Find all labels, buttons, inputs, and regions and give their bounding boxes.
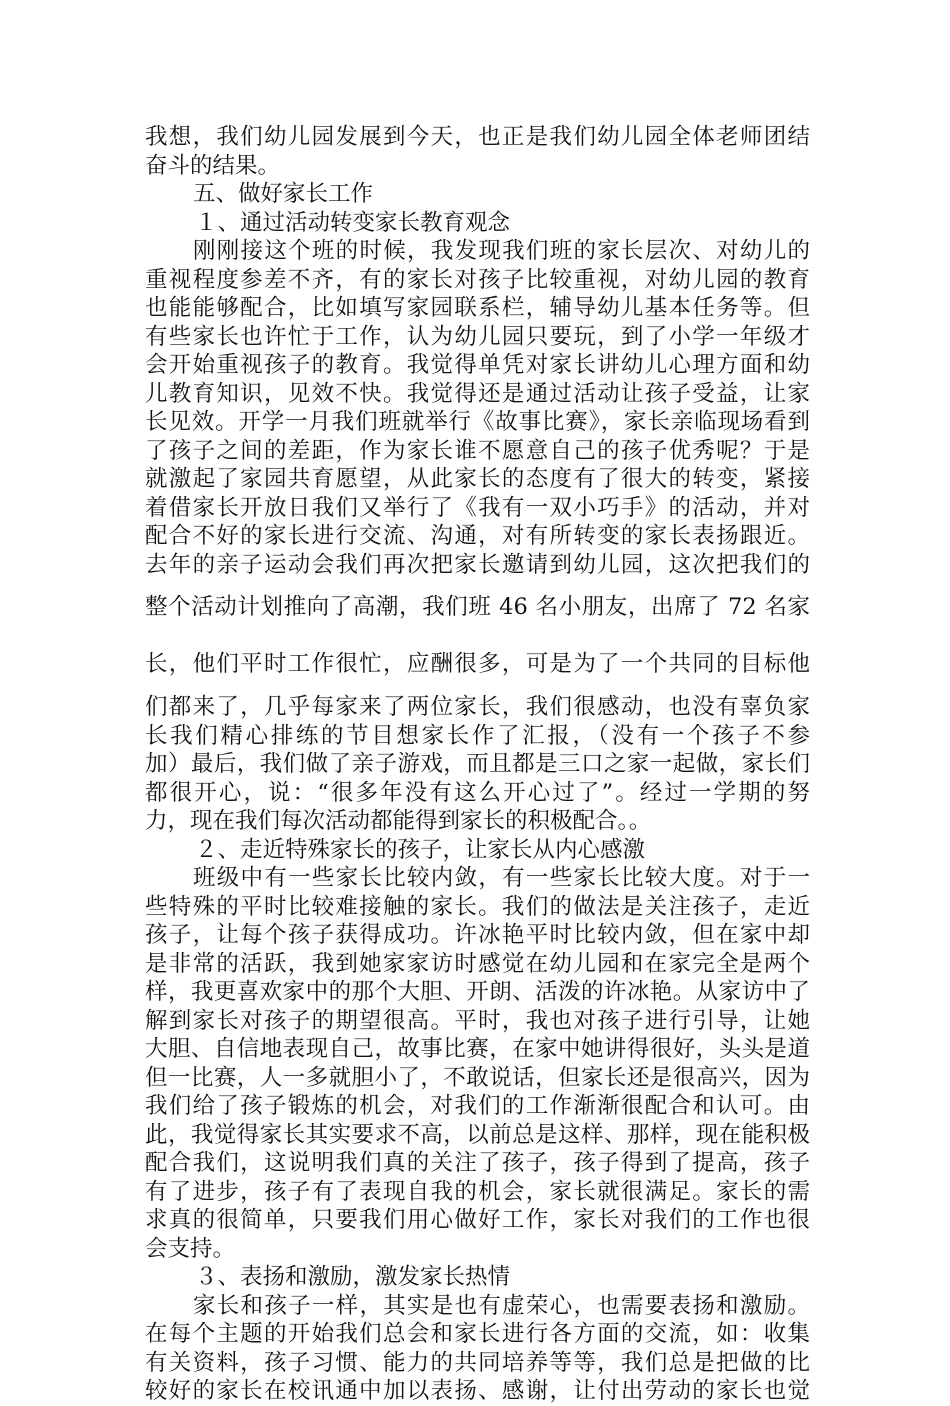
text-line: 但一比赛，人一多就胆小了，不敢说话，但家长还是很高兴，因为 xyxy=(145,1064,810,1091)
text-line: 会开始重视孩子的教育。我觉得单凭对家长讲幼儿心理方面和幼 xyxy=(145,352,810,378)
text-line: 着借家长开放日我们又举行了《我有一双小巧手》的活动，并对 xyxy=(145,494,810,521)
text-line: 长，他们平时工作很忙，应酬很多，可是为了一个共同的目标他 xyxy=(145,651,810,677)
text-line: 配合我们，这说明我们真的关注了孩子，孩子得到了提高，孩子 xyxy=(145,1150,810,1176)
text-line: 重视程度参差不齐，有的家长对孩子比较重视，对幼儿园的教育 xyxy=(145,266,810,293)
text-line: 刚刚接这个班的时候，我发现我们班的家长层次、对幼儿的 xyxy=(193,238,810,264)
text-line: 长见效。开学一月我们班就举行《故事比赛》，家长亲临现场看到 xyxy=(145,409,810,435)
text-line: 在每个主题的开始我们总会和家长进行各方面的交流，如：收集 xyxy=(145,1321,810,1347)
text-line: 力，现在我们每次活动都能得到家长的积极配合。。 xyxy=(145,808,652,834)
text-line: 有关资料，孩子习惯、能力的共同培养等等，我们总是把做的比 xyxy=(145,1349,810,1376)
text-line: 我想，我们幼儿园发展到今天，也正是我们幼儿园全体老师团结 xyxy=(145,124,810,150)
text-line: 加）最后，我们做了亲子游戏，而且都是三口之家一起做，家长们 xyxy=(145,751,810,777)
text-line: 较好的家长在校讯通中加以表扬、感谢，让付出劳动的家长也觉 xyxy=(145,1378,810,1404)
text-line: 们都来了，几乎每家来了两位家长，我们很感动，也没有辜负家 xyxy=(145,694,810,720)
text-line: 奋斗的结果。 xyxy=(145,152,281,179)
text-line: 也能能够配合，比如填写家园联系栏，辅导幼儿基本任务等。但 xyxy=(145,295,810,321)
text-line: 会支持。 xyxy=(145,1235,236,1262)
text-line: 配合不好的家长进行交流、沟通，对有所转变的家长表扬跟近。 xyxy=(145,523,810,549)
text-line: 班级中有一些家长比较内敛，有一些家长比较大度。对于一 xyxy=(193,865,810,891)
subsection-heading: ２、走近特殊家长的孩子，让家长从内心感激 xyxy=(195,836,646,863)
document-body xyxy=(145,123,810,1406)
subsection-heading: １、通过活动转变家长教育观念 xyxy=(195,209,511,236)
text-line: 有了进步，孩子有了表现自我的机会，家长就很满足。家长的需 xyxy=(145,1178,810,1205)
text-line: 去年的亲子运动会我们再次把家长邀请到幼儿园，这次把我们的 xyxy=(145,551,810,578)
text-line: 儿教育知识，见效不快。我觉得还是通过活动让孩子受益，让家 xyxy=(145,380,810,407)
text-line: 些特殊的平时比较难接触的家长。我们的做法是关注孩子，走近 xyxy=(145,893,810,920)
subsection-heading: ３、表扬和激励，激发家长热情 xyxy=(195,1264,511,1290)
text-line: 解到家长对孩子的期望很高。平时，我也对孩子进行引导，让她 xyxy=(145,1007,810,1034)
text-line: 长我们精心排练的节目想家长作了汇报，（没有一个孩子不参 xyxy=(145,722,810,749)
text-line: 大胆、自信地表现自己，故事比赛，在家中她讲得很好，头头是道 xyxy=(145,1036,810,1062)
text-line: 家长和孩子一样，其实是也有虚荣心，也需要表扬和激励。 xyxy=(193,1292,810,1319)
text-line: 整个活动计划推向了高潮，我们班 46 名小朋友，出席了 72 名家 xyxy=(145,594,810,620)
text-line: 孩子，让每个孩子获得成功。许冰艳平时比较内敛，但在家中却 xyxy=(145,922,810,948)
text-line: 此，我觉得家长其实要求不高，以前总是这样、那样，现在能积极 xyxy=(145,1121,810,1148)
text-line: 样，我更喜欢家中的那个大胆、开朗、活泼的许冰艳。从家访中了 xyxy=(145,979,810,1005)
text-line: 我们给了孩子锻炼的机会，对我们的工作渐渐很配合和认可。由 xyxy=(145,1093,810,1119)
text-line: 都很开心，说：“很多年没有这么开心过了”。经过一学期的努 xyxy=(145,779,810,806)
text-line: 了孩子之间的差距，作为家长谁不愿意自己的孩子优秀呢？于是 xyxy=(145,437,810,464)
text-line: 是非常的活跃，我到她家家访时感觉在幼儿园和在家完全是两个 xyxy=(145,950,810,977)
section-heading: 五、做好家长工作 xyxy=(193,181,374,207)
text-line: 就激起了家园共育愿望，从此家长的态度有了很大的转变，紧接 xyxy=(145,466,810,492)
text-line: 有些家长也许忙于工作，认为幼儿园只要玩，到了小学一年级才 xyxy=(145,323,810,350)
text-line: 求真的很简单，只要我们用心做好工作，家长对我们的工作也很 xyxy=(145,1207,810,1233)
